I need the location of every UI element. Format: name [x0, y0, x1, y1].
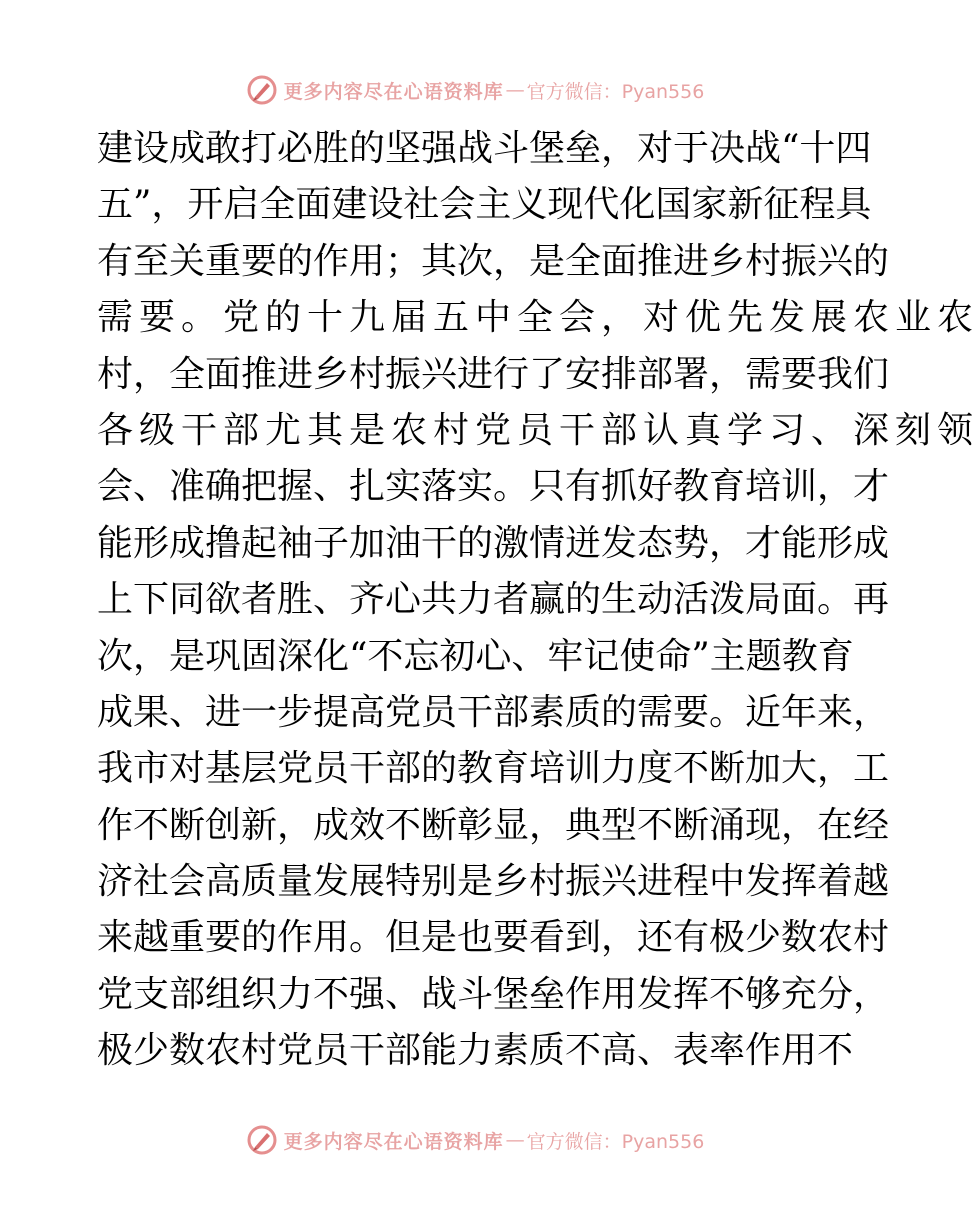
body-line: 党支部组织力不强、战斗堡垒作用发挥不够充分， — [97, 973, 890, 1015]
header-site-text: 更多内容尽在心语资料库 — [283, 80, 504, 103]
body-line: 会、准确把握、扎实落实。只有抓好教育培训，才 — [97, 466, 890, 508]
body-line: 有至关重要的作用；其次，是全面推进乡村振兴的 — [97, 240, 890, 282]
pen-circle-logo-icon — [246, 1124, 278, 1156]
body-line: 需要。党的十九届五中全会，对优先发展农业农 — [97, 297, 979, 339]
header-wechat-text: 官方微信：Pyan556 — [526, 80, 705, 103]
header-banner — [0, 70, 950, 110]
footer-site-text: 更多内容尽在心语资料库 — [283, 1130, 504, 1153]
body-line: 来越重要的作用。但是也要看到，还有极少数农村 — [97, 917, 890, 959]
header-separator: — — [505, 79, 525, 101]
document-body — [97, 121, 979, 1080]
body-line: 村，全面推进乡村振兴进行了安排部署，需要我们 — [97, 353, 890, 395]
body-line: 济社会高质量发展特别是乡村振兴进程中发挥着越 — [97, 861, 890, 903]
body-line: 建设成敢打必胜的坚强战斗堡垒，对于决战“十四 — [97, 128, 872, 169]
body-line: 上下同欲者胜、齐心共力者赢的生动活泼局面。再 — [97, 579, 890, 621]
body-line: 成果、进一步提高党员干部素质的需要。近年来， — [97, 691, 890, 733]
pen-circle-logo-icon — [246, 74, 278, 106]
body-line: 能形成撸起袖子加油干的激情迸发态势，才能形成 — [97, 522, 890, 564]
footer-separator: — — [505, 1129, 525, 1151]
body-line: 各级干部尤其是农村党员干部认真学习、深刻领 — [97, 409, 979, 451]
body-line: 次，是巩固深化“不忘初心、牢记使命”主题教育 — [97, 635, 854, 677]
body-line: 作不断创新，成效不断彰显，典型不断涌现，在经 — [97, 804, 890, 846]
footer-banner — [0, 1120, 950, 1160]
footer-wechat-text: 官方微信：Pyan556 — [526, 1130, 705, 1153]
body-line: 极少数农村党员干部能力素质不高、表率作用不 — [97, 1030, 854, 1072]
body-line: 五”，开启全面建设社会主义现代化国家新征程具 — [97, 184, 872, 226]
body-line: 我市对基层党员干部的教育培训力度不断加大，工 — [97, 748, 890, 790]
